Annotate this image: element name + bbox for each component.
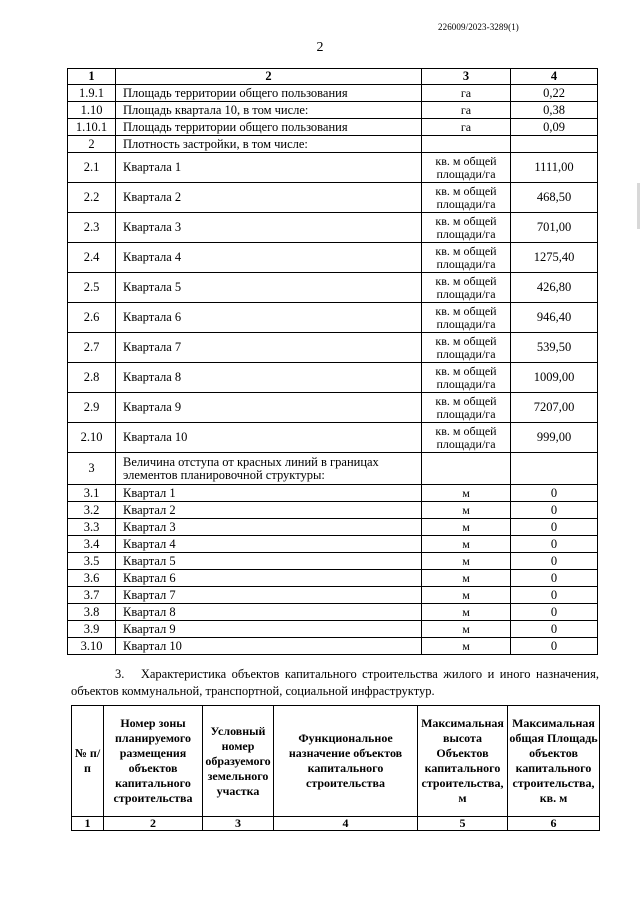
row-value: 0 bbox=[511, 570, 598, 587]
row-value: 0 bbox=[511, 485, 598, 502]
row-number: 3.10 bbox=[68, 638, 116, 655]
row-number: 3.5 bbox=[68, 553, 116, 570]
row-value: 0,38 bbox=[511, 102, 598, 119]
section-3-heading: 3. Характеристика объектов капитального строительства жилого и иного назначения, объектов коммунальной, транспортной, социальной инфраструктур. bbox=[71, 667, 599, 698]
row-value: 946,40 bbox=[511, 303, 598, 333]
row-value bbox=[511, 136, 598, 153]
table-row bbox=[68, 136, 598, 153]
row-name: Плотность застройки, в том числе: bbox=[116, 136, 422, 153]
row-number: 2.5 bbox=[68, 273, 116, 303]
row-name: Квартал 4 bbox=[116, 536, 422, 553]
table-header-row bbox=[72, 706, 600, 817]
document-registration-number: 226009/2023-3289(1) bbox=[438, 22, 519, 32]
row-name: Квартала 2 bbox=[116, 183, 422, 213]
table-row bbox=[68, 119, 598, 136]
row-name: Величина отступа от красных линий в границах элементов планировочной структуры: bbox=[116, 453, 422, 485]
column-header: 4 bbox=[511, 69, 598, 85]
table-row bbox=[68, 553, 598, 570]
table-row bbox=[68, 303, 598, 333]
row-name: Квартал 3 bbox=[116, 519, 422, 536]
row-unit: га bbox=[422, 102, 511, 119]
row-value: 701,00 bbox=[511, 213, 598, 243]
table-row bbox=[68, 393, 598, 423]
table-row bbox=[68, 502, 598, 519]
table-row bbox=[68, 621, 598, 638]
row-unit bbox=[422, 453, 511, 485]
row-value: 0 bbox=[511, 587, 598, 604]
row-value: 0 bbox=[511, 502, 598, 519]
row-number: 1.10 bbox=[68, 102, 116, 119]
row-number: 2.6 bbox=[68, 303, 116, 333]
row-name: Квартал 9 bbox=[116, 621, 422, 638]
row-unit: м bbox=[422, 621, 511, 638]
row-name: Квартал 1 bbox=[116, 485, 422, 502]
column-number: 6 bbox=[508, 817, 600, 831]
row-value: 0 bbox=[511, 638, 598, 655]
row-unit: кв. м общей площади/га bbox=[422, 423, 511, 453]
row-unit: кв. м общей площади/га bbox=[422, 363, 511, 393]
row-value: 1111,00 bbox=[511, 153, 598, 183]
row-number: 2 bbox=[68, 136, 116, 153]
row-value: 539,50 bbox=[511, 333, 598, 363]
row-value: 0 bbox=[511, 553, 598, 570]
table-row bbox=[68, 363, 598, 393]
row-number: 2.4 bbox=[68, 243, 116, 273]
row-unit: кв. м общей площади/га bbox=[422, 183, 511, 213]
column-header: Функциональное назначение объектов капитального строительства bbox=[274, 706, 418, 817]
row-name: Квартала 5 bbox=[116, 273, 422, 303]
table-row bbox=[68, 453, 598, 485]
table-row bbox=[68, 638, 598, 655]
table-row bbox=[68, 587, 598, 604]
row-value: 0 bbox=[511, 621, 598, 638]
row-name: Квартала 10 bbox=[116, 423, 422, 453]
row-unit: кв. м общей площади/га bbox=[422, 153, 511, 183]
row-name: Квартала 4 bbox=[116, 243, 422, 273]
row-number: 3.7 bbox=[68, 587, 116, 604]
row-unit: м bbox=[422, 485, 511, 502]
row-name: Квартала 1 bbox=[116, 153, 422, 183]
row-number: 3.6 bbox=[68, 570, 116, 587]
column-header: 2 bbox=[116, 69, 422, 85]
column-header: 1 bbox=[68, 69, 116, 85]
row-value bbox=[511, 453, 598, 485]
row-name: Квартал 2 bbox=[116, 502, 422, 519]
table-row bbox=[68, 183, 598, 213]
column-header: 3 bbox=[422, 69, 511, 85]
row-value: 0 bbox=[511, 604, 598, 621]
table-row bbox=[68, 333, 598, 363]
column-header: № п/п bbox=[72, 706, 104, 817]
column-header: Максимальная общая Площадь объектов капитального строительства, кв. м bbox=[508, 706, 600, 817]
row-unit: кв. м общей площади/га bbox=[422, 273, 511, 303]
column-number: 5 bbox=[418, 817, 508, 831]
indicators-table bbox=[67, 68, 598, 655]
row-value: 468,50 bbox=[511, 183, 598, 213]
row-unit: м bbox=[422, 604, 511, 621]
table-row bbox=[68, 604, 598, 621]
row-number: 2.8 bbox=[68, 363, 116, 393]
row-unit: м bbox=[422, 570, 511, 587]
row-number: 3.2 bbox=[68, 502, 116, 519]
column-header: Номер зоны планируемого размещения объектов капитального строительства bbox=[104, 706, 203, 817]
row-value: 0 bbox=[511, 536, 598, 553]
table-row bbox=[68, 485, 598, 502]
row-unit: м bbox=[422, 536, 511, 553]
row-number: 3.8 bbox=[68, 604, 116, 621]
row-unit bbox=[422, 136, 511, 153]
column-number-row bbox=[72, 817, 600, 831]
table-row bbox=[68, 243, 598, 273]
row-number: 3.9 bbox=[68, 621, 116, 638]
row-number: 2.3 bbox=[68, 213, 116, 243]
row-number: 2.1 bbox=[68, 153, 116, 183]
table-row bbox=[68, 273, 598, 303]
table-row bbox=[68, 153, 598, 183]
row-value: 0,22 bbox=[511, 85, 598, 102]
row-number: 1.9.1 bbox=[68, 85, 116, 102]
row-name: Квартала 3 bbox=[116, 213, 422, 243]
row-value: 7207,00 bbox=[511, 393, 598, 423]
row-unit: кв. м общей площади/га bbox=[422, 393, 511, 423]
row-name: Площадь квартала 10, в том числе: bbox=[116, 102, 422, 119]
row-unit: кв. м общей площади/га bbox=[422, 213, 511, 243]
row-value: 0,09 bbox=[511, 119, 598, 136]
row-name: Квартала 6 bbox=[116, 303, 422, 333]
table-row bbox=[68, 570, 598, 587]
row-name: Площадь территории общего пользования bbox=[116, 85, 422, 102]
row-unit: кв. м общей площади/га bbox=[422, 243, 511, 273]
row-name: Площадь территории общего пользования bbox=[116, 119, 422, 136]
row-unit: м bbox=[422, 587, 511, 604]
row-unit: кв. м общей площади/га bbox=[422, 333, 511, 363]
row-name: Квартал 5 bbox=[116, 553, 422, 570]
row-number: 3 bbox=[68, 453, 116, 485]
row-unit: м bbox=[422, 553, 511, 570]
table-row bbox=[68, 213, 598, 243]
row-unit: га bbox=[422, 119, 511, 136]
row-name: Квартала 8 bbox=[116, 363, 422, 393]
table-row bbox=[68, 102, 598, 119]
row-unit: кв. м общей площади/га bbox=[422, 303, 511, 333]
row-number: 3.1 bbox=[68, 485, 116, 502]
row-value: 426,80 bbox=[511, 273, 598, 303]
row-number: 3.4 bbox=[68, 536, 116, 553]
row-name: Квартала 7 bbox=[116, 333, 422, 363]
row-number: 2.10 bbox=[68, 423, 116, 453]
table-row bbox=[68, 423, 598, 453]
row-unit: м bbox=[422, 502, 511, 519]
column-number: 3 bbox=[203, 817, 274, 831]
table-header-row bbox=[68, 69, 598, 85]
row-name: Квартала 9 bbox=[116, 393, 422, 423]
row-unit: га bbox=[422, 85, 511, 102]
row-name: Квартал 6 bbox=[116, 570, 422, 587]
capital-construction-table bbox=[71, 705, 600, 831]
row-value: 999,00 bbox=[511, 423, 598, 453]
row-value: 1009,00 bbox=[511, 363, 598, 393]
row-value: 1275,40 bbox=[511, 243, 598, 273]
table-row bbox=[68, 85, 598, 102]
table-row bbox=[68, 536, 598, 553]
row-name: Квартал 7 bbox=[116, 587, 422, 604]
row-unit: м bbox=[422, 638, 511, 655]
row-number: 2.7 bbox=[68, 333, 116, 363]
column-number: 1 bbox=[72, 817, 104, 831]
row-number: 2.2 bbox=[68, 183, 116, 213]
row-number: 2.9 bbox=[68, 393, 116, 423]
row-unit: м bbox=[422, 519, 511, 536]
page-number: 2 bbox=[316, 40, 324, 55]
row-name: Квартал 10 bbox=[116, 638, 422, 655]
row-value: 0 bbox=[511, 519, 598, 536]
table-row bbox=[68, 519, 598, 536]
row-number: 1.10.1 bbox=[68, 119, 116, 136]
column-header: Условный номер образуемого земельного участка bbox=[203, 706, 274, 817]
column-number: 4 bbox=[274, 817, 418, 831]
column-number: 2 bbox=[104, 817, 203, 831]
row-number: 3.3 bbox=[68, 519, 116, 536]
column-header: Максимальная высота Объектов капитального строительства, м bbox=[418, 706, 508, 817]
row-name: Квартал 8 bbox=[116, 604, 422, 621]
